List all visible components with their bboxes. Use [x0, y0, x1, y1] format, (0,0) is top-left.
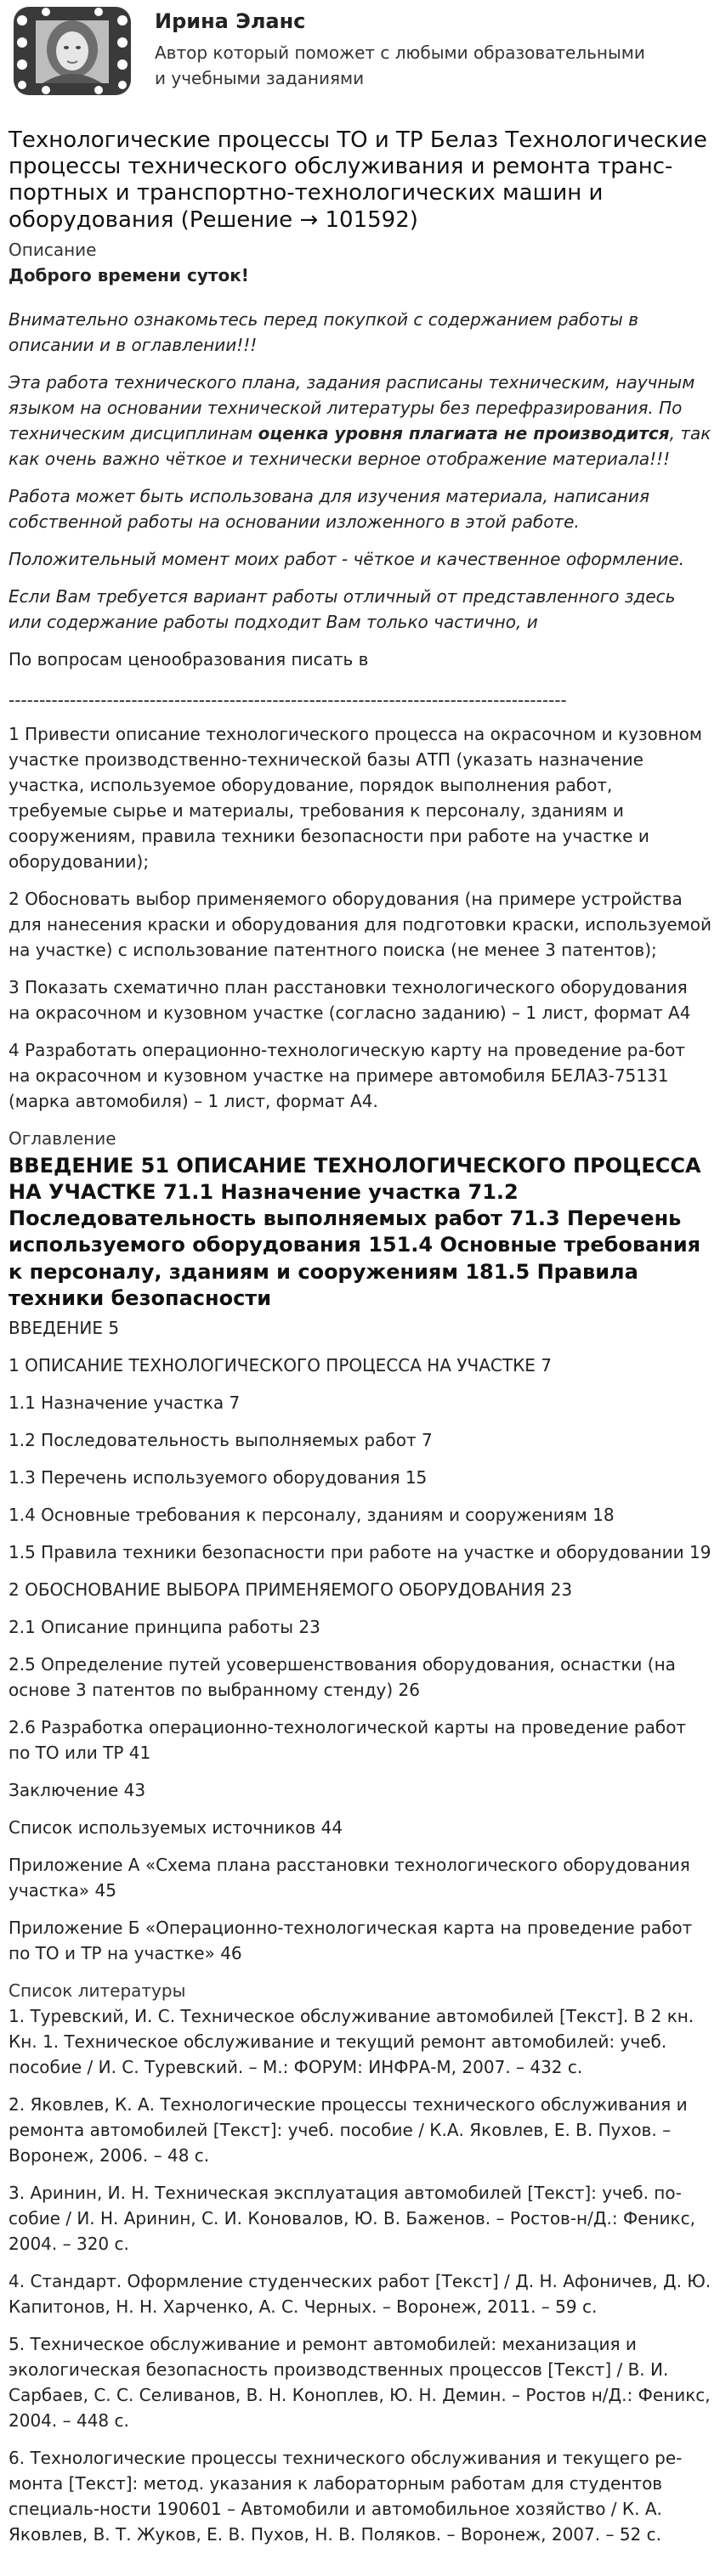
toc-label: Оглавление: [9, 1127, 116, 1149]
task-item: 2 Обосновать выбор применяемого оборудования (на примере устройства для нанесения краски и оборудования для подготовки краски, используемой на участке) с использование патентного поиска (не менее 3 патентов);: [9, 888, 711, 960]
toc-item: 2.5 Определение путей усовершенствования оборудования, оснастки (на основе 3 патентов по выбранному стенду) 26: [9, 1653, 676, 1700]
intro-paragraph-2-start: Эта работа технического плана, задания расписаны техническим, научным языком на основании технической литературы без перефразирования. По техническим дисциплинам: [9, 371, 695, 443]
document-title: Технологические процессы ТО и ТР Белаз Технологические процессы технического обслуживания и ремонта транс-портных и транспортно-технологических машин и оборудования (Решение → 101592): [9, 127, 707, 233]
toc-list: [9, 1315, 711, 1966]
intro-paragraph-3: Работа может быть использована для изучения материала, написания собственной работы на основании изложенного в этой работе.: [9, 485, 650, 532]
reference-item: 2. Яковлев, К. А. Технологические процессы технического обслуживания и ремонта автомобилей [Текст]: учеб. пособие / К.А. Яковлев, Е. В. Пухов. – Воронеж, 2006. – 48 с.: [9, 2093, 688, 2166]
author-block: [9, 0, 711, 104]
toc-item: 1.4 Основные требования к персоналу, зданиям и сооружениям 18: [9, 1504, 615, 1525]
toc-item: 1.1 Назначение участка 7: [9, 1392, 241, 1413]
reference-item: 3. Аринин, И. Н. Техническая эксплуатация автомобилей [Текст]: учеб. по-собие / И. Н. Аринин, С. И. Коновалов, Ю. В. Баженов. – Ростов-н/Д.: Феникс, 2004. – 320 с.: [9, 2182, 695, 2254]
references-list: [9, 2003, 711, 2547]
toc-item: Приложение Б «Операционно-технологическая карта на проведение работ по ТО и ТР на участке» 46: [9, 1917, 693, 1963]
intro-paragraph-4: Положительный момент моих работ - чёткое и качественное оформление.: [9, 548, 685, 569]
toc-summary: ВВЕДЕНИЕ 51 ОПИСАНИЕ ТЕХНОЛОГИЧЕСКОГО ПРОЦЕССА НА УЧАСТКЕ 71.1 Назначение участка 71.2 Последовательность выполняемых работ 71.3 Перечень используемого оборудования 151.4 Основные требования к персоналу, зданиям и сооружениям 181.5 Правила техники безопасности: [9, 1153, 701, 1310]
toc-item: 2.1 Описание принципа работы 23: [9, 1616, 320, 1637]
author-info: [155, 2, 711, 91]
pricing-note: По вопросам ценообразования писать в: [9, 648, 369, 669]
toc-item: 1.3 Перечень используемого оборудования 15: [9, 1466, 428, 1488]
toc-item: 1.5 Правила техники безопасности при работе на участке и оборудовании 19: [9, 1541, 711, 1562]
intro-paragraph-2-end: , так как очень важно чёткое и технически верное отображение материала!!!: [9, 422, 711, 469]
toc-item: 2.6 Разработка операционно-технологической карты на проведение работ по ТО или ТР 41: [9, 1716, 687, 1763]
avatar-film-frame-icon: [9, 2, 136, 100]
task-item: 3 Показать схематично план расстановки технологического оборудования на окрасочном и кузовном участке (согласно заданию) – 1 лист, формат А4: [9, 976, 691, 1023]
avatar[interactable]: [9, 2, 136, 100]
toc-item: 1.2 Последовательность выполняемых работ 7: [9, 1429, 433, 1450]
toc-item: 2 ОБОСНОВАНИЕ ВЫБОРА ПРИМЕНЯЕМОГО ОБОРУДОВАНИЯ 23: [9, 1579, 573, 1600]
toc-item: Список используемых источников 44: [9, 1816, 343, 1838]
toc-item: 1 ОПИСАНИЕ ТЕХНОЛОГИЧЕСКОГО ПРОЦЕССА НА УЧАСТКЕ 7: [9, 1354, 553, 1376]
intro-paragraph-1: Внимательно ознакомьтесь перед покупкой с содержанием работы в описании и в оглавлении!!!: [9, 308, 638, 355]
reference-item: 5. Техническое обслуживание и ремонт автомобилей: механизация и экологическая безопасность производственных процессов [Текст] / В. И. Сарбаев, С. С. Селиванов, В. Н. Коноплев, Ю. Н. Демин. – Ростов н/Д.: Феникс, 2004. – 448 с.: [9, 2333, 711, 2431]
author-name[interactable]: Ирина Эланс: [155, 9, 306, 33]
intro-paragraph-5: Если Вам требуется вариант работы отличный от представленного здесь или содержание работы подходит Вам только частично, и: [9, 585, 676, 632]
reference-item: 4. Стандарт. Оформление студенческих работ [Текст] / Д. Н. Афоничев, Д. Ю. Капитонов, Н. Н. Харченко, А. С. Черных. – Воронеж, 2011. – 59 с.: [9, 2270, 711, 2317]
task-list: [9, 721, 711, 1114]
reference-item: 1. Туревский, И. С. Техническое обслуживание автомобилей [Текст]. В 2 кн. Кн. 1. Техническое обслуживание и текущий ремонт автомобилей: учеб. пособие / И. С. Туревский. – М.: ФОРУМ: ИНФРА-М, 2007. – 432 с.: [9, 2005, 694, 2077]
intro-paragraph-2: [9, 370, 711, 472]
divider: -------------------------------------------------------------------------------------------: [9, 689, 567, 710]
author-description: Автор который поможет с любыми образовательными и учебными заданиями: [155, 42, 645, 89]
task-item: 4 Разработать операционно-технологическую карту на проведение ра-бот на окрасочном и кузовном участке на примере автомобиля БЕЛАЗ-75131 (марка автомобиля) – 1 лист, формат А4.: [9, 1039, 686, 1111]
plagiarism-note: оценка уровня плагиата не производится: [258, 422, 670, 443]
references-label: Список литературы: [9, 1980, 186, 2001]
toc-item: ВВЕДЕНИЕ 5: [9, 1317, 120, 1338]
toc-item: Заключение 43: [9, 1779, 146, 1800]
greeting: Доброго времени суток!: [9, 264, 249, 285]
description-label: Описание: [9, 239, 97, 260]
reference-item: 6. Технологические процессы технического обслуживания и текущего ре-монта [Текст]: метод. указания к лабораторным работам для студентов специаль-ности 190601 – Автомобили и автомобильное хозяйство / К. А. Яковлев, В. Т. Жуков, Е. В. Пухов, Н. В. Поляков. – Воронеж, 2007. – 52 с.: [9, 2447, 683, 2545]
task-item: 1 Привести описание технологического процесса на окрасочном и кузовном участке производственно-технической базы АТП (указать назначение участка, используемое оборудование, порядок выполнения работ, требуемые сырье и материалы, требования к персоналу, зданиям и сооружениям, правила техники безопасности при работе на участке и оборудовании);: [9, 723, 702, 872]
toc-item: Приложение А «Схема плана расстановки технологического оборудования участка» 45: [9, 1854, 690, 1901]
